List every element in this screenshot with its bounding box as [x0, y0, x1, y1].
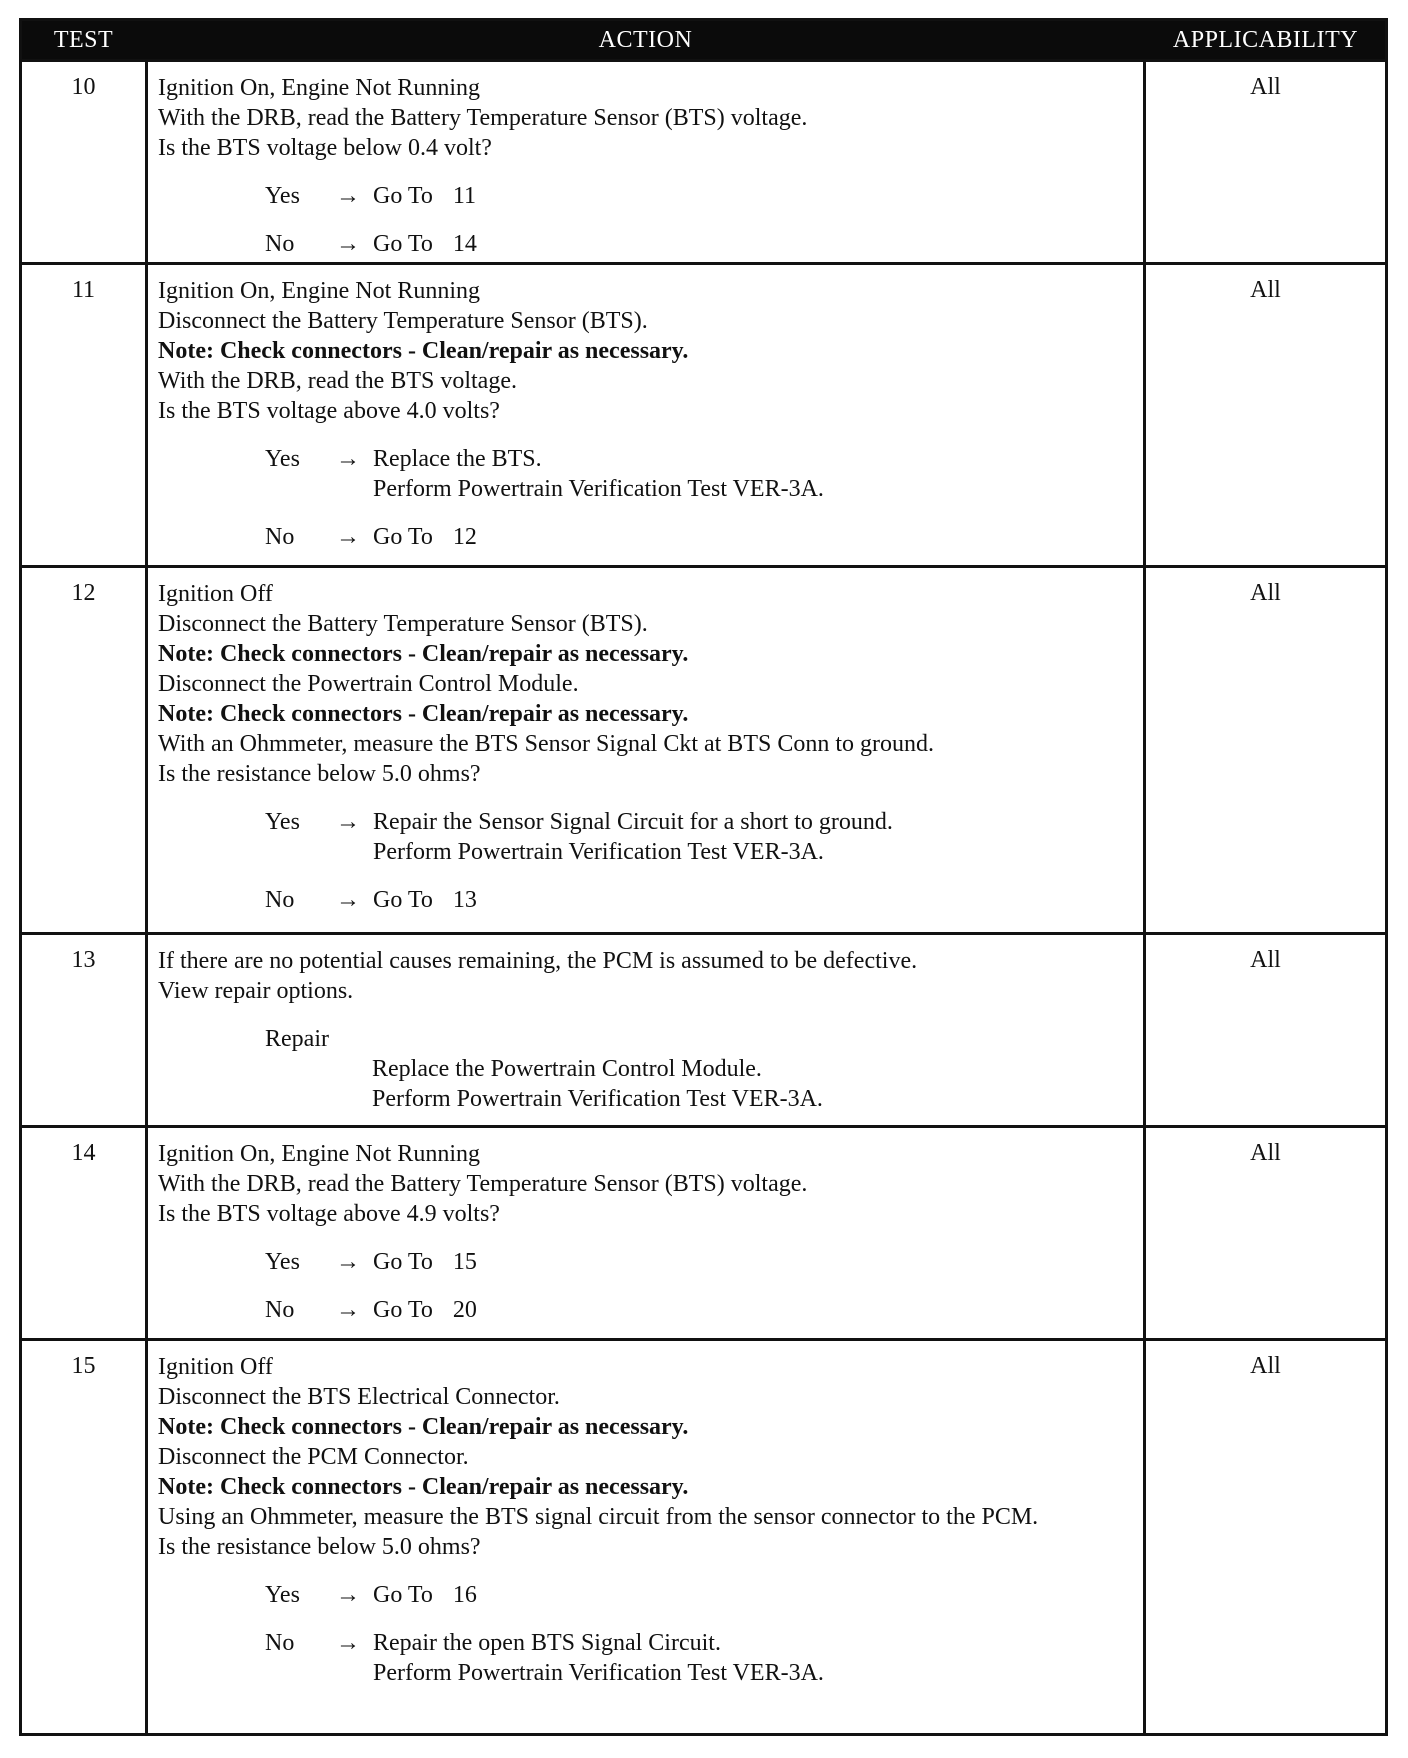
- action-line: View repair options.: [158, 978, 354, 1004]
- arrow-right-icon: →: [336, 1249, 360, 1275]
- result-text: Perform Powertrain Verification Test VER-3A.: [373, 1660, 824, 1686]
- goto-text: Go To: [373, 1582, 433, 1608]
- action-line: Is the BTS voltage above 4.0 volts?: [158, 398, 500, 424]
- result-text: Replace the BTS.: [373, 446, 542, 472]
- action-line: Ignition Off: [158, 1354, 273, 1380]
- applicability-cell: All: [1250, 947, 1281, 973]
- yes-option: [265, 444, 1135, 504]
- arrow-right-icon: →: [336, 1582, 360, 1608]
- action-line: Ignition On, Engine Not Running: [158, 278, 480, 304]
- test-number: 11: [71, 277, 96, 303]
- action-cell: [145, 935, 1146, 1125]
- arrow-right-icon: →: [336, 231, 360, 257]
- repair-option: [265, 1024, 1135, 1114]
- action-line: With the DRB, read the Battery Temperature Sensor (BTS) voltage.: [158, 105, 808, 131]
- no-label: No: [265, 887, 295, 913]
- yes-option: [265, 1580, 1135, 1610]
- action-cell: [145, 265, 1146, 565]
- goto-text: Go To: [373, 1249, 433, 1275]
- action-line: Is the resistance below 5.0 ohms?: [158, 761, 481, 787]
- test-number: 10: [71, 74, 96, 100]
- table-row: [22, 262, 1385, 565]
- repair-text: Perform Powertrain Verification Test VER-3A.: [372, 1086, 823, 1112]
- action-line: With the DRB, read the Battery Temperature Sensor (BTS) voltage.: [158, 1171, 808, 1197]
- test-number: 13: [71, 947, 96, 973]
- goto-text: Go To: [373, 1297, 433, 1323]
- arrow-right-icon: →: [336, 446, 360, 472]
- yes-option: [265, 1247, 1135, 1277]
- result-text: Perform Powertrain Verification Test VER-3A.: [373, 476, 824, 502]
- goto-text: Go To: [373, 524, 433, 550]
- action-line: Ignition On, Engine Not Running: [158, 75, 480, 101]
- goto-number: 11: [452, 183, 476, 209]
- action-cell: [145, 62, 1146, 262]
- applicability-cell: All: [1250, 74, 1281, 100]
- arrow-right-icon: →: [336, 887, 360, 913]
- table-header: [22, 21, 1385, 59]
- yes-label: Yes: [265, 446, 300, 472]
- no-option: [265, 1295, 1135, 1325]
- result-text: Repair the Sensor Signal Circuit for a short to ground.: [373, 809, 893, 835]
- header-test: TEST: [53, 26, 114, 53]
- no-option: [265, 522, 1135, 552]
- goto-number: 14: [452, 231, 477, 257]
- applicability-cell: All: [1250, 1140, 1281, 1166]
- action-line: Disconnect the Powertrain Control Module.: [158, 671, 579, 697]
- repair-text: Replace the Powertrain Control Module.: [372, 1056, 762, 1082]
- no-label: No: [265, 1297, 295, 1323]
- no-option: [265, 1628, 1135, 1688]
- goto-text: Go To: [373, 887, 433, 913]
- action-line: If there are no potential causes remaining, the PCM is assumed to be defective.: [158, 948, 918, 974]
- arrow-right-icon: →: [336, 809, 360, 835]
- action-line: With the DRB, read the BTS voltage.: [158, 368, 517, 394]
- action-line: Ignition Off: [158, 581, 273, 607]
- yes-label: Yes: [265, 183, 300, 209]
- goto-number: 20: [452, 1297, 477, 1323]
- table-row: [22, 932, 1385, 1125]
- action-line: Ignition On, Engine Not Running: [158, 1141, 480, 1167]
- diagnostic-table: [19, 18, 1388, 1736]
- no-label: No: [265, 524, 295, 550]
- note-line: Note: Check connectors - Clean/repair as necessary.: [158, 641, 689, 667]
- yes-label: Yes: [265, 1249, 300, 1275]
- header-applicability: APPLICABILITY: [1172, 26, 1359, 53]
- no-label: No: [265, 231, 295, 257]
- action-line: Is the BTS voltage above 4.9 volts?: [158, 1201, 500, 1227]
- action-line: Using an Ohmmeter, measure the BTS signal circuit from the sensor connector to the PCM.: [158, 1504, 1039, 1530]
- action-line: Disconnect the BTS Electrical Connector.: [158, 1384, 560, 1410]
- yes-option: [265, 807, 1135, 867]
- header-action: ACTION: [598, 26, 693, 53]
- yes-option: [265, 181, 1135, 211]
- result-text: Repair the open BTS Signal Circuit.: [373, 1630, 721, 1656]
- test-number: 12: [71, 580, 96, 606]
- arrow-right-icon: →: [336, 1297, 360, 1323]
- goto-number: 13: [452, 887, 477, 913]
- test-number: 15: [71, 1353, 96, 1379]
- table-row: [22, 565, 1385, 932]
- applicability-cell: All: [1250, 277, 1281, 303]
- yes-label: Yes: [265, 1582, 300, 1608]
- action-line: With an Ohmmeter, measure the BTS Sensor Signal Ckt at BTS Conn to ground.: [158, 731, 934, 757]
- note-line: Note: Check connectors - Clean/repair as necessary.: [158, 1474, 689, 1500]
- no-label: No: [265, 1630, 295, 1656]
- goto-text: Go To: [373, 231, 433, 257]
- table-row: [22, 1125, 1385, 1338]
- applicability-cell: All: [1250, 580, 1281, 606]
- applicability-cell: All: [1250, 1353, 1281, 1379]
- action-line: Is the BTS voltage below 0.4 volt?: [158, 135, 492, 161]
- no-option: [265, 885, 1135, 915]
- repair-label: Repair: [265, 1026, 329, 1052]
- table-row: [22, 1338, 1385, 1733]
- action-line: Disconnect the Battery Temperature Sensor (BTS).: [158, 611, 648, 637]
- action-cell: [145, 1128, 1146, 1338]
- arrow-right-icon: →: [336, 524, 360, 550]
- test-number: 14: [71, 1140, 96, 1166]
- goto-number: 16: [452, 1582, 477, 1608]
- goto-text: Go To: [373, 183, 433, 209]
- goto-number: 15: [452, 1249, 477, 1275]
- arrow-right-icon: →: [336, 1630, 360, 1656]
- no-option: [265, 229, 1135, 259]
- action-line: Is the resistance below 5.0 ohms?: [158, 1534, 481, 1560]
- result-text: Perform Powertrain Verification Test VER-3A.: [373, 839, 824, 865]
- note-line: Note: Check connectors - Clean/repair as necessary.: [158, 701, 689, 727]
- arrow-right-icon: →: [336, 183, 360, 209]
- table-row: [22, 59, 1385, 262]
- note-line: Note: Check connectors - Clean/repair as necessary.: [158, 338, 689, 364]
- action-cell: [145, 568, 1146, 932]
- action-line: Disconnect the Battery Temperature Sensor (BTS).: [158, 308, 648, 334]
- action-line: Disconnect the PCM Connector.: [158, 1444, 469, 1470]
- goto-number: 12: [452, 524, 477, 550]
- action-cell: [145, 1341, 1146, 1733]
- note-line: Note: Check connectors - Clean/repair as necessary.: [158, 1414, 689, 1440]
- yes-label: Yes: [265, 809, 300, 835]
